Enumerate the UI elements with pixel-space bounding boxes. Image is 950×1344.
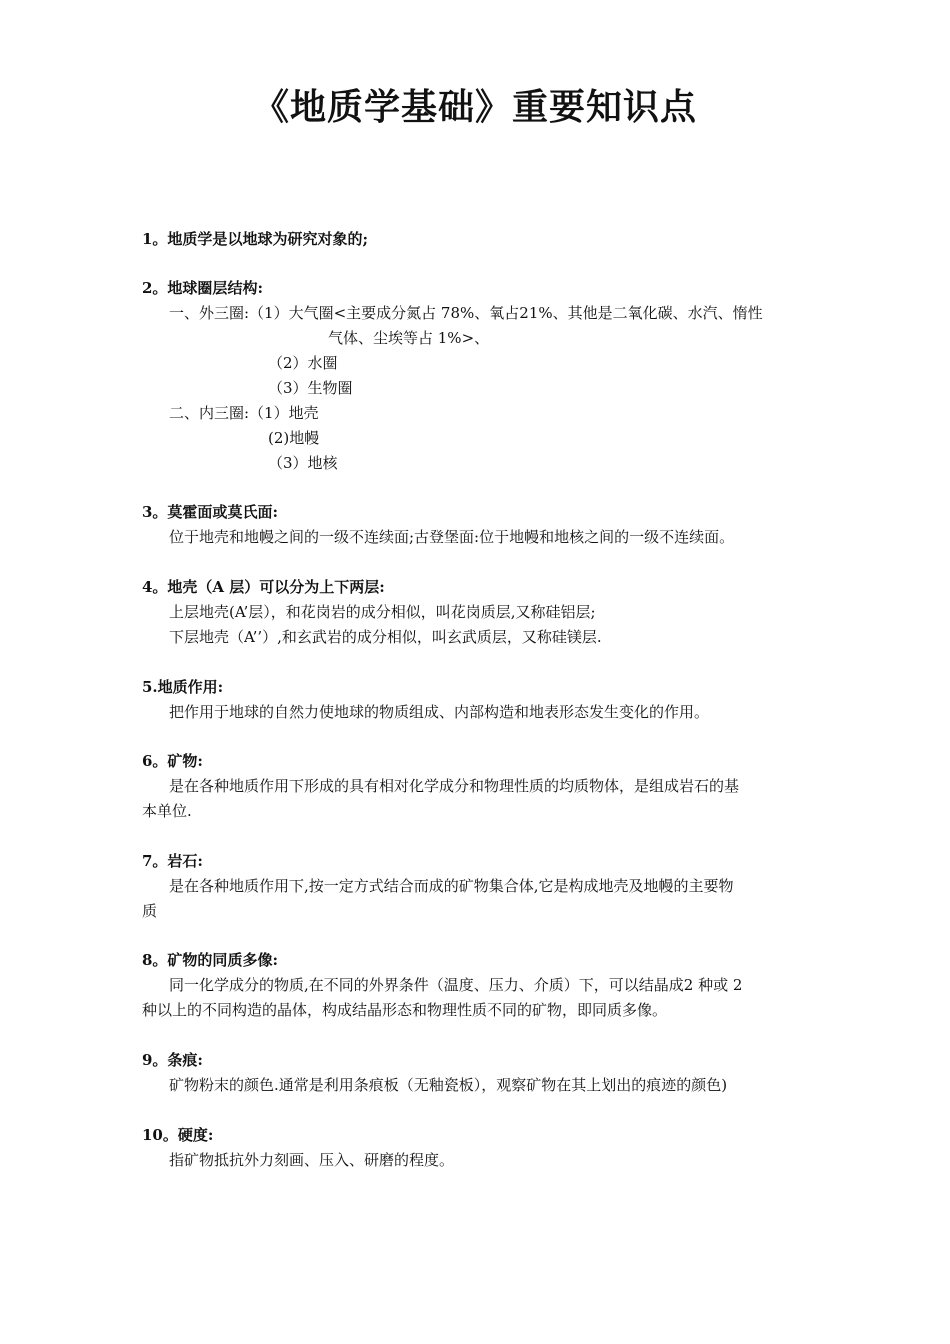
section-6-line: 是在各种地质作用下形成的具有相对化学成分和物理性质的均质物体，是组成岩石的基 (169, 777, 740, 795)
document-title: 《地质学基础》重要知识点 (252, 86, 697, 128)
section-2-heading: 2。地球圈层结构: (142, 279, 263, 297)
section-7-heading: 7。岩石: (142, 852, 203, 870)
section-10-line: 指矿物抵抗外力刻画、压入、研磨的程度。 (169, 1151, 455, 1169)
section-5-heading: 5.地质作用: (142, 678, 224, 696)
section-9-line: 矿物粉末的颜色.通常是利用条痕板（无釉瓷板），观察矿物在其上划出的痕迹的颜色) (169, 1076, 728, 1094)
section-1-heading: 1。地质学是以地球为研究对象的; (142, 230, 368, 248)
section-2-line: 气体、尘埃等占 1%>、 (328, 329, 490, 347)
section-3-line: 位于地壳和地幔之间的一级不连续面;古登堡面:位于地幔和地核之间的一级不连续面。 (169, 528, 735, 546)
section-6-heading: 6。矿物: (142, 752, 203, 770)
section-6-line: 本单位. (142, 802, 192, 820)
section-2-line: （3）地核 (268, 454, 338, 472)
section-7-line: 质 (142, 902, 158, 920)
section-8-heading: 8。矿物的同质多像: (142, 951, 278, 969)
section-7-line: 是在各种地质作用下,按一定方式结合而成的矿物集合体,它是构成地壳及地幔的主要物 (169, 877, 734, 895)
section-2-line: (2)地幔 (268, 429, 320, 447)
section-2-line: 一、外三圈:（1）大气圈<主要成分氮占 78%、氧占21%、其他是二氧化碳、水汽、惰性 (169, 304, 763, 322)
section-4-line: 下层地壳（A’’）,和玄武岩的成分相似，叫玄武质层，又称硅镁层. (169, 628, 602, 646)
section-4-heading: 4。地壳（A 层）可以分为上下两层: (142, 578, 385, 596)
section-2-line: （3）生物圈 (268, 379, 353, 397)
section-8-line: 种以上的不同构造的晶体，构成结晶形态和物理性质不同的矿物，即同质多像。 (142, 1001, 668, 1019)
section-8-line: 同一化学成分的物质,在不同的外界条件（温度、压力、介质）下，可以结晶成2 种或 2 (169, 976, 743, 994)
section-5-line: 把作用于地球的自然力使地球的物质组成、内部构造和地表形态发生变化的作用。 (169, 703, 710, 721)
section-2-line: 二、内三圈:（1）地壳 (169, 404, 319, 422)
section-9-heading: 9。条痕: (142, 1051, 203, 1069)
section-4-line: 上层地壳(A’层），和花岗岩的成分相似，叫花岗质层,又称硅铝层; (169, 603, 596, 621)
section-3-heading: 3。莫霍面或莫氏面: (142, 503, 278, 521)
section-2-line: （2）水圈 (268, 354, 338, 372)
section-10-heading: 10。硬度: (142, 1126, 214, 1144)
